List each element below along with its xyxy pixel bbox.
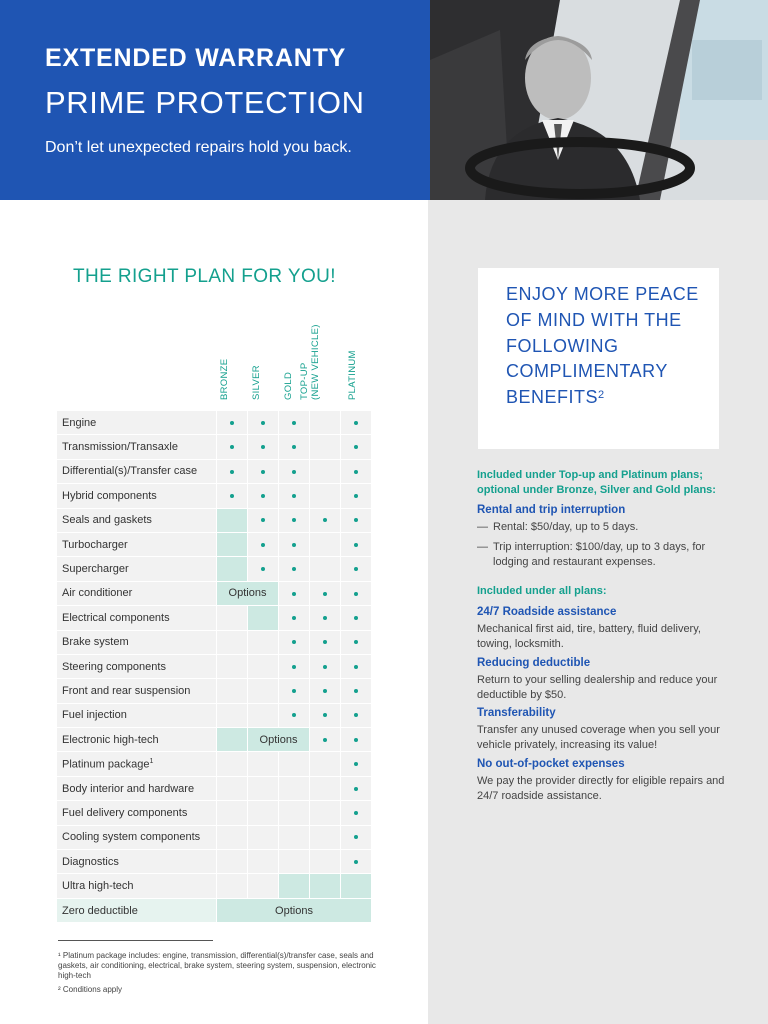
- plan-cell: [279, 630, 310, 654]
- hero-banner: [0, 0, 430, 200]
- rental-benefit-title: Rental and trip interruption: [477, 504, 626, 516]
- plan-cell: [341, 825, 372, 849]
- plan-cell: [217, 752, 248, 776]
- row-label: Brake system: [57, 630, 217, 654]
- plan-cell: [310, 557, 341, 581]
- plan-cell: [248, 508, 279, 532]
- plan-cell: [279, 825, 310, 849]
- included-dot-icon: [230, 470, 234, 474]
- table-row: [57, 484, 372, 508]
- plan-cell: [248, 557, 279, 581]
- plan-cell: [341, 532, 372, 556]
- plan-cell: [279, 679, 310, 703]
- included-dot-icon: [354, 543, 358, 547]
- plan-cell: [310, 581, 341, 605]
- included-dot-icon: [261, 494, 265, 498]
- row-label: Zero deductible: [57, 898, 217, 922]
- plan-cell: [217, 654, 248, 678]
- table-row: [57, 630, 372, 654]
- options-cell: Options: [248, 728, 310, 752]
- table-row: [57, 825, 372, 849]
- table-row: [57, 752, 372, 776]
- footnote-conditions: ² Conditions apply: [58, 985, 123, 994]
- included-dot-icon: [230, 494, 234, 498]
- plan-cell: [341, 776, 372, 800]
- included-dot-icon: [292, 445, 296, 449]
- included-dot-icon: [354, 811, 358, 815]
- row-label: Fuel injection: [57, 703, 217, 727]
- plan-cell: [248, 703, 279, 727]
- plan-cell: [217, 557, 248, 581]
- plan-cell: [248, 850, 279, 874]
- plan-cell: [310, 606, 341, 630]
- options-cell: Options: [217, 581, 279, 605]
- plan-cell: [217, 825, 248, 849]
- included-dot-icon: [354, 713, 358, 717]
- row-label: Hybrid components: [57, 484, 217, 508]
- benefits-callout: [478, 268, 719, 449]
- transferability-benefit: [477, 706, 737, 753]
- footnote-divider: [58, 940, 213, 941]
- deductible-title: Reducing deductible: [477, 657, 591, 669]
- plan-cell: [279, 508, 310, 532]
- row-label: Electrical components: [57, 606, 217, 630]
- included-dot-icon: [354, 762, 358, 766]
- roadside-title: 24/7 Roadside assistance: [477, 606, 617, 618]
- table-row: [57, 532, 372, 556]
- table-row: [57, 874, 372, 898]
- included-dot-icon: [323, 518, 327, 522]
- plan-cell: [217, 508, 248, 532]
- table-row: [57, 508, 372, 532]
- included-dot-icon: [230, 445, 234, 449]
- plan-cell: [310, 654, 341, 678]
- plan-cell: [248, 459, 279, 483]
- included-dot-icon: [292, 616, 296, 620]
- row-label: Turbocharger: [57, 532, 217, 556]
- plan-cell: [248, 484, 279, 508]
- row-label: Diagnostics: [57, 850, 217, 874]
- included-dot-icon: [354, 689, 358, 693]
- options-cell: Options: [217, 898, 372, 922]
- out-of-pocket-benefit: [477, 757, 737, 804]
- plan-cell: [248, 654, 279, 678]
- plan-cell: [279, 752, 310, 776]
- plan-cell: [341, 484, 372, 508]
- transferability-text: Transfer any unused coverage when you sell your vehicle privately, increasing its value!: [477, 724, 720, 751]
- out-of-pocket-title: No out-of-pocket expenses: [477, 758, 625, 770]
- table-row: [57, 435, 372, 459]
- row-label: Seals and gaskets: [57, 508, 217, 532]
- hero-tagline: Don’t let unexpected repairs hold you back.: [45, 139, 352, 156]
- included-dot-icon: [292, 543, 296, 547]
- plan-cell: [279, 484, 310, 508]
- plan-cell: [341, 435, 372, 459]
- included-dot-icon: [292, 567, 296, 571]
- included-dot-icon: [261, 543, 265, 547]
- table-row: [57, 703, 372, 727]
- table-row: [57, 801, 372, 825]
- included-dot-icon: [292, 494, 296, 498]
- topup-plans-heading: Included under Top-up and Platinum plans; optional under Bronze, Silver and Gold plans:: [477, 469, 716, 496]
- plan-cell: [248, 752, 279, 776]
- included-dot-icon: [323, 738, 327, 742]
- plan-cell: [217, 532, 248, 556]
- plan-cell: [341, 874, 372, 898]
- plan-cell: [279, 874, 310, 898]
- plan-cell: [217, 801, 248, 825]
- plan-cell: [310, 850, 341, 874]
- included-dot-icon: [354, 567, 358, 571]
- plan-cell: [217, 776, 248, 800]
- plan-cell: [341, 679, 372, 703]
- hero-subtitle: PRIME PROTECTION: [45, 85, 365, 120]
- included-dot-icon: [323, 640, 327, 644]
- row-label: Ultra high-tech: [57, 874, 217, 898]
- table-row: [57, 459, 372, 483]
- plan-cell: [217, 728, 248, 752]
- row-label: Steering components: [57, 654, 217, 678]
- row-label: Transmission/Transaxle: [57, 435, 217, 459]
- included-dot-icon: [323, 592, 327, 596]
- plan-cell: [341, 801, 372, 825]
- included-dot-icon: [292, 689, 296, 693]
- included-dot-icon: [354, 592, 358, 596]
- plan-cell: [310, 630, 341, 654]
- included-dot-icon: [354, 421, 358, 425]
- table-row: [57, 654, 372, 678]
- plan-cell: [279, 435, 310, 459]
- plan-cell: [341, 630, 372, 654]
- row-label: Air conditioner: [57, 581, 217, 605]
- included-dot-icon: [261, 470, 265, 474]
- plan-cell: [248, 435, 279, 459]
- plan-cell: [248, 874, 279, 898]
- driver-photo-graphic: [430, 0, 768, 200]
- table-row: [57, 411, 372, 435]
- plan-cell: [279, 411, 310, 435]
- out-of-pocket-text: We pay the provider directly for eligible repairs and 24/7 roadside assistance.: [477, 775, 725, 802]
- benefits-callout-text: ENJOY MORE PEACE OF MIND WITH THE FOLLOWING COMPLIMENTARY BENEFITS$^2$: [506, 284, 699, 408]
- table-row: [57, 898, 372, 922]
- plan-cell: [341, 508, 372, 532]
- row-label: Front and rear suspension: [57, 679, 217, 703]
- plan-cell: [248, 679, 279, 703]
- plan-cell: [341, 654, 372, 678]
- plan-cell: [248, 630, 279, 654]
- included-dot-icon: [292, 421, 296, 425]
- included-dot-icon: [292, 470, 296, 474]
- row-label: Cooling system components: [57, 825, 217, 849]
- included-dot-icon: [354, 616, 358, 620]
- plan-cell: [248, 776, 279, 800]
- rental-benefit: [477, 503, 737, 570]
- table-row: [57, 557, 372, 581]
- included-dot-icon: [261, 518, 265, 522]
- plan-cell: [310, 776, 341, 800]
- plan-cell: [279, 557, 310, 581]
- deductible-text: Return to your selling dealership and reduce your deductible by $50.: [477, 674, 718, 701]
- plan-cell: [217, 459, 248, 483]
- plan-cell: [310, 825, 341, 849]
- included-dot-icon: [323, 713, 327, 717]
- plan-cell: [341, 581, 372, 605]
- included-dot-icon: [354, 445, 358, 449]
- plan-cell: [248, 801, 279, 825]
- plan-cell: [279, 703, 310, 727]
- table-row: [57, 776, 372, 800]
- row-label: Engine: [57, 411, 217, 435]
- plan-cell: [279, 459, 310, 483]
- table-row: [57, 606, 372, 630]
- table-row: [57, 679, 372, 703]
- plan-cell: [310, 679, 341, 703]
- hero-title: EXTENDED WARRANTY: [45, 44, 347, 72]
- table-row: [57, 850, 372, 874]
- plan-cell: [341, 557, 372, 581]
- plan-cell: [341, 459, 372, 483]
- row-label: Differential(s)/Transfer case: [57, 459, 217, 483]
- roadside-text: Mechanical first aid, tire, battery, fluid delivery, towing, locksmith.: [477, 623, 701, 650]
- plan-cell: [341, 752, 372, 776]
- plan-cell: [217, 484, 248, 508]
- transferability-title: Transferability: [477, 707, 556, 719]
- included-dot-icon: [354, 738, 358, 742]
- plan-cell: [279, 801, 310, 825]
- included-dot-icon: [323, 665, 327, 669]
- included-dot-icon: [354, 835, 358, 839]
- plan-cell: [310, 435, 341, 459]
- row-label: Body interior and hardware: [57, 776, 217, 800]
- included-dot-icon: [292, 640, 296, 644]
- plan-cell: [279, 581, 310, 605]
- column-header-platinum: PLATINUM: [347, 350, 358, 400]
- included-dot-icon: [292, 713, 296, 717]
- plan-cell: [248, 411, 279, 435]
- plan-section-title: THE RIGHT PLAN FOR YOU!: [73, 266, 336, 287]
- included-dot-icon: [354, 640, 358, 644]
- plan-cell: [310, 874, 341, 898]
- plan-cell: [310, 728, 341, 752]
- included-dot-icon: [354, 860, 358, 864]
- rental-line: — Rental: $50/day, up to 5 days.: [477, 520, 737, 535]
- plan-cell: [279, 532, 310, 556]
- deductible-benefit: [477, 656, 737, 703]
- row-label: Fuel delivery components: [57, 801, 217, 825]
- trip-interruption-line: — Trip interruption: $100/day, up to 3 days, for lodging and restaurant expenses.: [477, 540, 737, 570]
- included-dot-icon: [292, 592, 296, 596]
- plan-cell: [217, 435, 248, 459]
- plan-cell: [217, 850, 248, 874]
- included-dot-icon: [354, 470, 358, 474]
- table-row: [57, 728, 372, 752]
- plan-cell: [217, 411, 248, 435]
- included-dot-icon: [261, 445, 265, 449]
- plan-cell: [248, 825, 279, 849]
- plan-cell: [279, 850, 310, 874]
- plan-cell: [217, 630, 248, 654]
- plan-cell: [341, 411, 372, 435]
- plan-comparison-table: [56, 410, 372, 923]
- row-label: Electronic high-tech: [57, 728, 217, 752]
- column-header-bronze: BRONZE: [219, 358, 230, 400]
- plan-cell: [217, 703, 248, 727]
- row-label: Supercharger: [57, 557, 217, 581]
- plan-cell: [279, 654, 310, 678]
- footnote-platinum: ¹ Platinum package includes: engine, transmission, differential(s)/transfer case, seals and gaskets, air conditioning, electrical, brake system, steering system, suspension, electronic high-tech: [58, 951, 376, 980]
- column-header-topup: TOP-UP (NEW VEHICLE): [299, 324, 321, 400]
- plan-cell: [279, 606, 310, 630]
- plan-cell: [341, 850, 372, 874]
- plan-cell: [279, 776, 310, 800]
- plan-cell: [341, 606, 372, 630]
- column-header-gold: GOLD: [283, 371, 294, 400]
- plan-cell: [310, 801, 341, 825]
- plan-cell: [217, 679, 248, 703]
- plan-cell: [248, 532, 279, 556]
- included-dot-icon: [354, 494, 358, 498]
- included-dot-icon: [230, 421, 234, 425]
- plan-cell: [310, 459, 341, 483]
- included-dot-icon: [292, 665, 296, 669]
- included-dot-icon: [323, 689, 327, 693]
- plan-cell: [310, 752, 341, 776]
- plan-cell: [248, 606, 279, 630]
- roadside-benefit: [477, 605, 737, 652]
- column-header-silver: SILVER: [251, 365, 262, 400]
- row-label: Platinum package$^1$: [57, 752, 217, 776]
- plan-cell: [341, 728, 372, 752]
- included-dot-icon: [292, 518, 296, 522]
- included-dot-icon: [354, 518, 358, 522]
- plan-cell: [217, 606, 248, 630]
- plan-cell: [341, 703, 372, 727]
- included-dot-icon: [261, 567, 265, 571]
- included-dot-icon: [354, 787, 358, 791]
- included-dot-icon: [354, 665, 358, 669]
- plan-cell: [310, 484, 341, 508]
- table-row: [57, 581, 372, 605]
- included-dot-icon: [261, 421, 265, 425]
- plan-cell: [310, 532, 341, 556]
- plan-cell: [310, 703, 341, 727]
- plan-cell: [310, 508, 341, 532]
- driver-photo: [430, 0, 768, 200]
- all-plans-heading: Included under all plans:: [477, 585, 607, 597]
- plan-cell: [310, 411, 341, 435]
- plan-cell: [217, 874, 248, 898]
- included-dot-icon: [323, 616, 327, 620]
